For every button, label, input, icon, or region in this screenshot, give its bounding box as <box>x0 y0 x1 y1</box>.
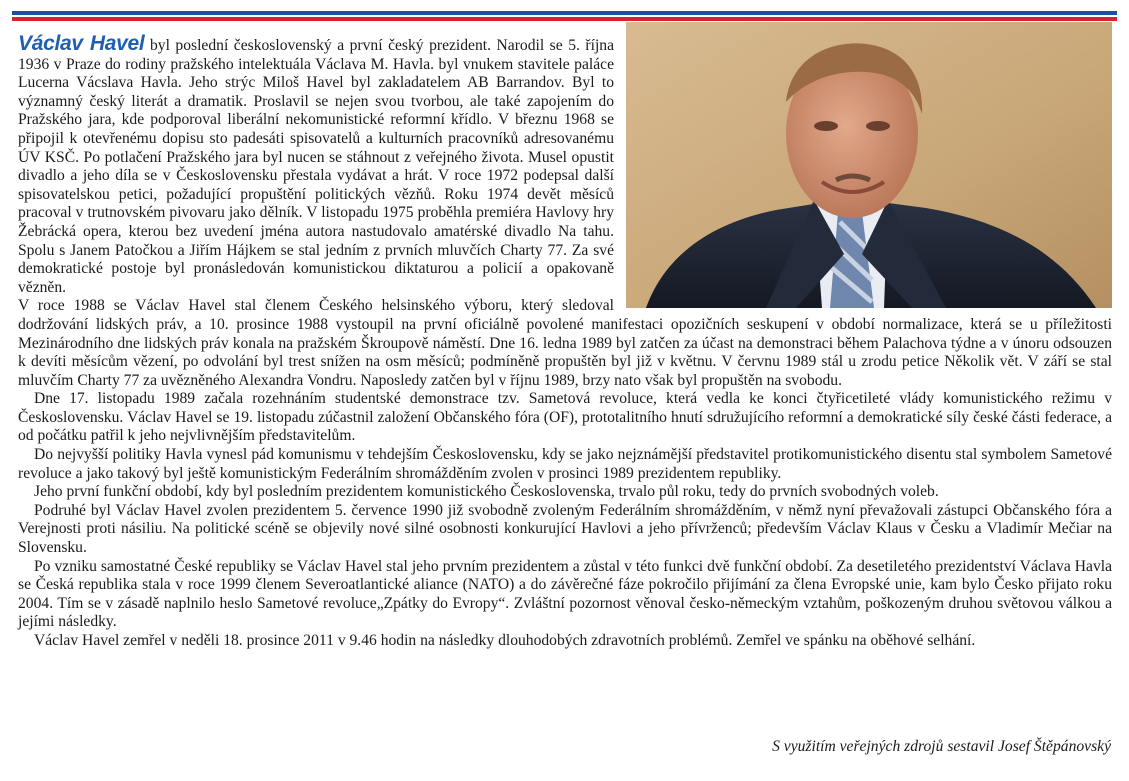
portrait-photo <box>626 22 1112 308</box>
paragraph: Václav Havel byl poslední československý a první český prezident. Narodil se 5. října 1936 v Praze do rodiny pražského intelektuála Václava M. Havla. byl vnukem stavitele paláce Lucerna Vácslava Havla. Jeho strýc Miloš Havel byl zakladatelem AB Barrandov. Byl to významný český literát a dramatik. Proslavil se nejen svou tvorbou, ale také zapojením do Pražského jara, kde podporoval liberální nekomunistické reformní křídlo. V březnu 1968 se připojil k otevřenému dopisu sto padesáti spisovatelů a kulturních pracovníků adresovanému ÚV KSČ. Po potlačení Pražského jara byl nucen se stáhnout z veřejného života. Musel opustit divadlo a jeho díla se v Československu přestala vydávat a hrát. V roce 1972 podepsal další spisovatelskou petici, požadující propuštění politických vězňů. Roku 1974 devět měsíců pracoval v trutnovském pivovaru jako dělník. V listopadu 1975 proběhla premiéra Havlovy hry Žebrácká opera, kterou bez uvedení jména autora nastudovalo amatérské divadlo Na tahu. Spolu s Janem Patočkou a Jiřím Hájkem se stal jedním z prvních mluvčích Charty 77. Za své demokratické postoje byl pronásledován komunistickou diktaturou a policií a opakovaně vězněn. <box>18 32 614 296</box>
paragraph: Dne 17. listopadu 1989 začala rozehnáním studentské demonstrace tzv. Sametová revoluce, která vedla ke konci čtyřicetileté vlády komunistického režimu v Československu. Václav Havel se 19. listopadu zúčastnil založení Občanského fóra (OF), prototalitního hnutí sdružujícího reformní a demokratické síly české části federace, a od počátku patřil k jeho nejvlivnějším představitelům. <box>18 390 1112 445</box>
paragraph: Jeho první funkční období, kdy byl posledním prezidentem komunistického Československa, trvalo půl roku, tedy do prvních svobodných voleb. <box>34 483 939 501</box>
paragraph: V roce 1988 se Václav Havel stal členem Českého helsinského výboru, který sledoval dodržování lidských práv, a 10. prosince 1988 vystoupil na první oficiálně povolené manifestaci opozičních seskupení v období normalizace, která se u příležitosti Mezinárodního dne lidských práv konala na pražském Škroupově náměstí. Dne 16. ledna 1989 byl zatčen za účast na demonstraci během Palachova týdne a v únoru odsouzen k devíti měsícům vězení, po odvolání byl trest snížen na osm měsíců; podmíněně propuštěn byl již v květnu. V červnu 1989 stál u zrodu petice Několik vět. V září se stal mluvčím Charty 77 za uvězněného Alexandra Vondru. Naposledy zatčen byl v říjnu 1989, brzy nato však byl propuštěn na svobodu. <box>18 297 1112 389</box>
paragraph: Po vzniku samostatné České republiky se Václav Havel stal jeho prvním prezidentem a zůstal v této funkci dvě funkční období. Za desetiletého prezidentství Václava Havla se Česká republika stala v roce 1999 členem Severoatlantické aliance (NATO) a do závěrečné fáze pokročilo přijímání za člena Evropské unie, kam bylo Česko přijato roku 2004. Tím se v zásadě naplnilo heslo Sametové revoluce„Zpátky do Evropy“. Zvláštní pozornost věnoval česko-německým vztahům, poškozeným druhou světovou válkou a jejími následky. <box>18 557 1112 631</box>
header-stripe <box>12 8 1117 21</box>
source-credit: S využitím veřejných zdrojů sestavil Josef Štěpánovský <box>772 738 1111 755</box>
person-name: Václav Havel <box>18 32 145 55</box>
paragraph: Václav Havel zemřel v neděli 18. prosince 2011 v 9.46 hodin na následky dlouhodobých zdravotních problémů. Zemřel ve spánku na oběhové selhání. <box>34 632 976 649</box>
paragraph: Podruhé byl Václav Havel zvolen prezidentem 5. července 1990 již svobodně zvoleným Federálním shromážděním, v němž nyní převažovali zástupci Občanského fóra a Verejnosti proti násiliu. Na politické scéně se objevily nové silné osobnosti konkurující Havlovi a jeho přívrženců; především Václav Klaus v Česku a Vladimír Mečiar na Slovensku. <box>18 501 1112 557</box>
paragraph: Do nejvyšší politiky Havla vynesl pád komunismu v tehdejším Československu, kdy se jako nejznámější představitel protikomunistického disentu stal symbolem Sametové revoluce a jako takový byl ještě komunistickým Federálním shromážděním zvolen v prosinci 1989 prezidentem republiky. <box>18 446 1112 482</box>
article <box>18 32 1112 651</box>
